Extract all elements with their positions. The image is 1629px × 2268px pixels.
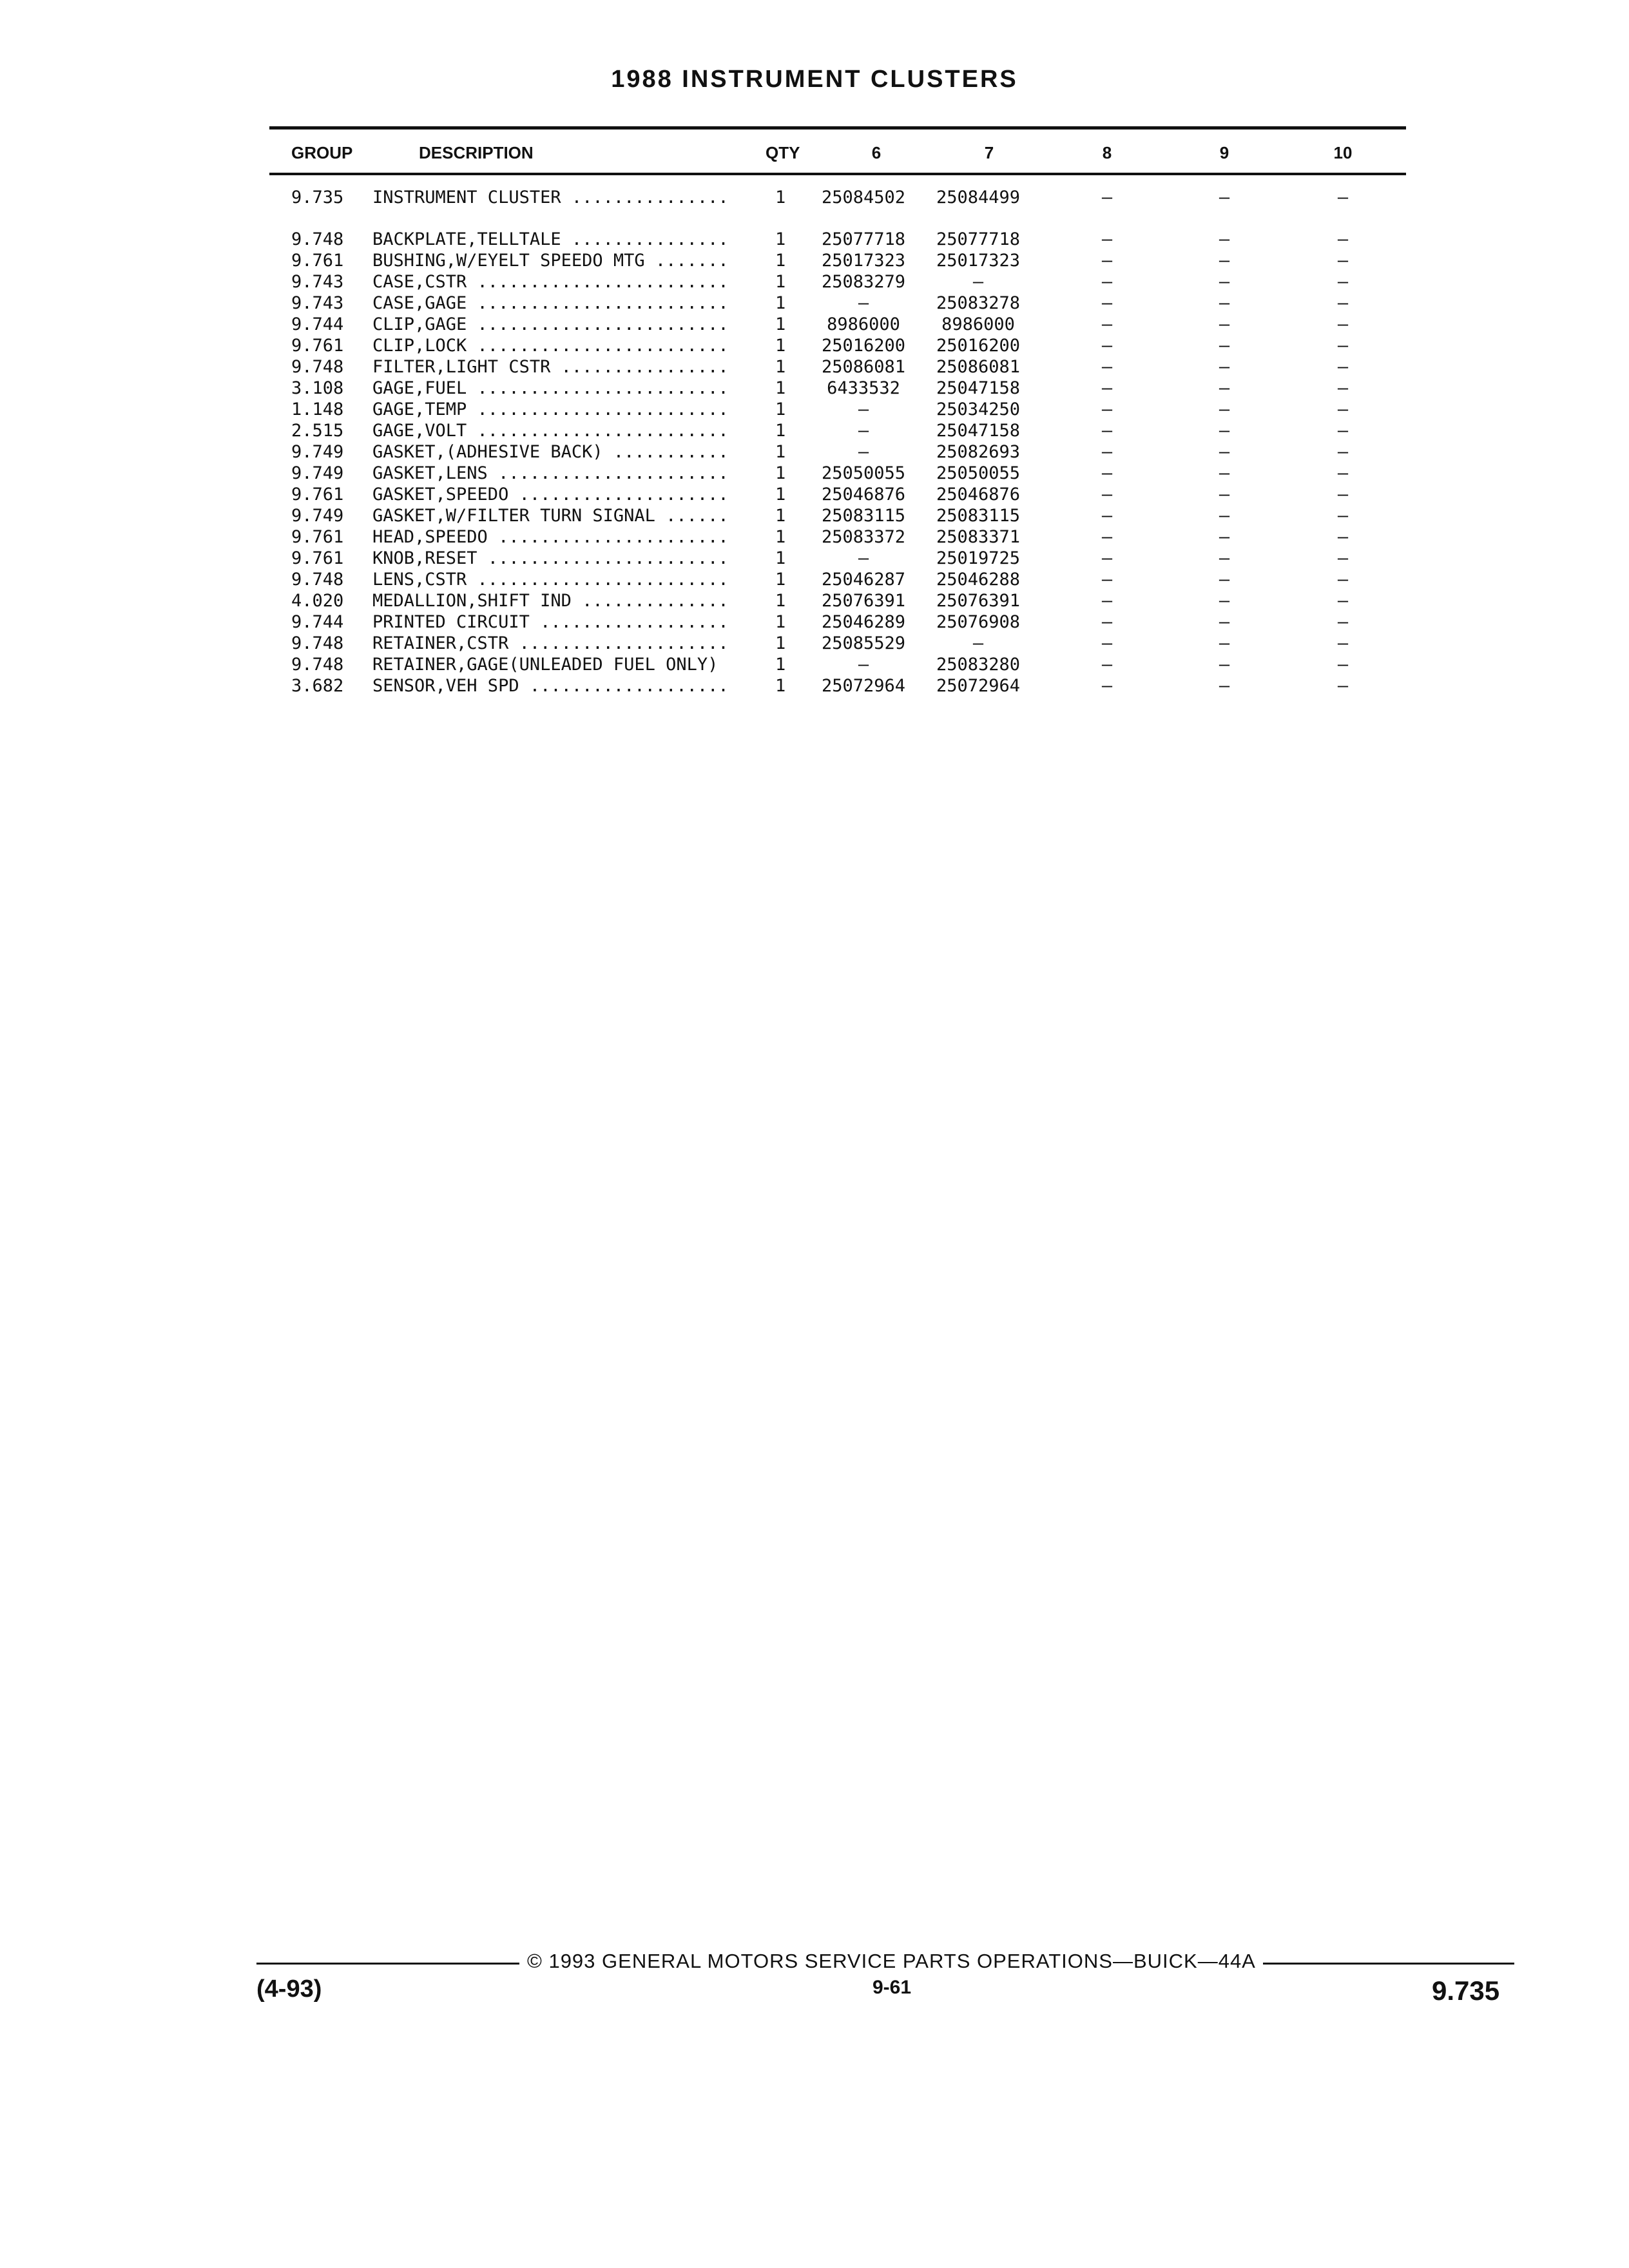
- table-row: [0, 293, 1629, 314]
- cell-group: 9.761: [291, 485, 344, 505]
- cell-description: PRINTED CIRCUIT ..................: [372, 612, 729, 632]
- cell-group: 9.743: [291, 293, 344, 313]
- cell-part-10: —: [1337, 612, 1349, 632]
- cell-part-6: 25085529: [821, 633, 906, 653]
- cell-part-8: —: [1101, 251, 1113, 271]
- cell-part-8: —: [1101, 442, 1113, 462]
- cell-group: 9.749: [291, 506, 344, 526]
- cell-description: CASE,GAGE ........................: [372, 293, 729, 313]
- cell-description: GAGE,TEMP ........................: [372, 399, 729, 419]
- cell-part-10: —: [1337, 463, 1349, 483]
- cell-part-6: —: [858, 421, 869, 441]
- cell-part-7: 25019725: [936, 548, 1021, 568]
- cell-description: CLIP,GAGE ........................: [372, 314, 729, 334]
- cell-part-8: —: [1101, 421, 1113, 441]
- cell-part-10: —: [1337, 187, 1349, 207]
- cell-description: BUSHING,W/EYELT SPEEDO MTG .......: [372, 251, 729, 271]
- cell-part-8: —: [1101, 591, 1113, 611]
- cell-part-8: —: [1101, 676, 1113, 696]
- cell-part-6: 25017323: [821, 251, 906, 271]
- cell-part-9: —: [1219, 314, 1230, 334]
- cell-part-7: 25077718: [936, 229, 1021, 249]
- cell-description: INSTRUMENT CLUSTER ...............: [372, 187, 729, 207]
- table-row: [0, 378, 1629, 399]
- header-qty: QTY: [766, 143, 800, 162]
- cell-part-10: —: [1337, 485, 1349, 505]
- cell-part-7: 25050055: [936, 463, 1021, 483]
- cell-qty: 1: [775, 442, 786, 462]
- cell-part-8: —: [1101, 463, 1113, 483]
- cell-part-7: 25047158: [936, 378, 1021, 398]
- cell-part-10: —: [1337, 527, 1349, 547]
- cell-part-6: —: [858, 655, 869, 675]
- cell-qty: 1: [775, 676, 786, 696]
- cell-qty: 1: [775, 485, 786, 505]
- cell-part-6: 6433532: [827, 378, 900, 398]
- cell-qty: 1: [775, 633, 786, 653]
- table-row: [0, 526, 1629, 548]
- cell-part-9: —: [1219, 548, 1230, 568]
- cell-part-8: —: [1101, 399, 1113, 419]
- cell-part-7: 25076391: [936, 591, 1021, 611]
- footer-rule-left: [256, 1963, 519, 1965]
- cell-group: 9.761: [291, 251, 344, 271]
- table-row: [0, 505, 1629, 526]
- cell-part-8: —: [1101, 272, 1113, 292]
- cell-part-9: —: [1219, 251, 1230, 271]
- cell-part-8: —: [1101, 612, 1113, 632]
- table-row: [0, 548, 1629, 569]
- cell-qty: 1: [775, 591, 786, 611]
- cell-qty: 1: [775, 293, 786, 313]
- cell-part-10: —: [1337, 293, 1349, 313]
- cell-qty: 1: [775, 229, 786, 249]
- cell-part-7: —: [972, 272, 984, 292]
- cell-part-8: —: [1101, 527, 1113, 547]
- cell-qty: 1: [775, 527, 786, 547]
- cell-group: 9.743: [291, 272, 344, 292]
- cell-qty: 1: [775, 378, 786, 398]
- cell-group: 9.744: [291, 612, 344, 632]
- cell-part-7: 25082693: [936, 442, 1021, 462]
- cell-part-7: 25084499: [936, 187, 1021, 207]
- cell-part-6: 25016200: [821, 336, 906, 356]
- header-rule: [269, 173, 1406, 175]
- cell-part-6: 25083279: [821, 272, 906, 292]
- cell-qty: 1: [775, 272, 786, 292]
- cell-part-9: —: [1219, 676, 1230, 696]
- header-description: DESCRIPTION: [419, 143, 534, 162]
- cell-part-10: —: [1337, 378, 1349, 398]
- cell-part-6: 8986000: [827, 314, 900, 334]
- cell-part-10: —: [1337, 357, 1349, 377]
- cell-part-6: —: [858, 399, 869, 419]
- cell-part-7: 25047158: [936, 421, 1021, 441]
- cell-part-7: 25076908: [936, 612, 1021, 632]
- cell-qty: 1: [775, 506, 786, 526]
- cell-part-7: 25072964: [936, 676, 1021, 696]
- table-row: [0, 654, 1629, 675]
- cell-part-9: —: [1219, 399, 1230, 419]
- cell-part-9: —: [1219, 633, 1230, 653]
- cell-part-10: —: [1337, 570, 1349, 590]
- cell-part-10: —: [1337, 251, 1349, 271]
- cell-qty: 1: [775, 336, 786, 356]
- cell-group: 9.748: [291, 655, 344, 675]
- cell-group: 9.749: [291, 442, 344, 462]
- cell-qty: 1: [775, 421, 786, 441]
- cell-part-9: —: [1219, 485, 1230, 505]
- cell-group: 9.735: [291, 187, 344, 207]
- table-row: [0, 420, 1629, 441]
- revision-date: (4-93): [256, 1975, 322, 2003]
- footer-rule-right: [1263, 1963, 1514, 1965]
- header-col-9: 9: [1219, 143, 1229, 162]
- header-col-7: 7: [984, 143, 994, 162]
- top-rule: [269, 126, 1406, 130]
- cell-qty: 1: [775, 463, 786, 483]
- cell-part-9: —: [1219, 612, 1230, 632]
- cell-group: 9.748: [291, 633, 344, 653]
- page-title: 1988 INSTRUMENT CLUSTERS: [611, 66, 1018, 93]
- cell-part-6: 25077718: [821, 229, 906, 249]
- cell-qty: 1: [775, 655, 786, 675]
- cell-group: 2.515: [291, 421, 344, 441]
- table-row: [0, 569, 1629, 590]
- cell-qty: 1: [775, 548, 786, 568]
- cell-part-10: —: [1337, 336, 1349, 356]
- cell-part-9: —: [1219, 655, 1230, 675]
- cell-part-9: —: [1219, 570, 1230, 590]
- cell-description: GASKET,W/FILTER TURN SIGNAL ......: [372, 506, 729, 526]
- cell-qty: 1: [775, 251, 786, 271]
- cell-part-9: —: [1219, 527, 1230, 547]
- cell-description: RETAINER,GAGE(UNLEADED FUEL ONLY): [372, 655, 718, 675]
- cell-part-9: —: [1219, 378, 1230, 398]
- cell-description: HEAD,SPEEDO ......................: [372, 527, 729, 547]
- header-col-8: 8: [1102, 143, 1112, 162]
- header-group: GROUP: [291, 143, 353, 162]
- cell-description: MEDALLION,SHIFT IND ..............: [372, 591, 729, 611]
- cell-part-10: —: [1337, 655, 1349, 675]
- cell-part-9: —: [1219, 336, 1230, 356]
- cell-description: FILTER,LIGHT CSTR ................: [372, 357, 729, 377]
- cell-part-10: —: [1337, 421, 1349, 441]
- table-row: [0, 314, 1629, 335]
- cell-part-7: 8986000: [941, 314, 1015, 334]
- cell-part-9: —: [1219, 421, 1230, 441]
- cell-part-9: —: [1219, 463, 1230, 483]
- cell-part-6: 25050055: [821, 463, 906, 483]
- cell-part-10: —: [1337, 399, 1349, 419]
- table-row: [0, 484, 1629, 505]
- cell-part-9: —: [1219, 229, 1230, 249]
- cell-part-7: 25083280: [936, 655, 1021, 675]
- cell-group: 9.748: [291, 357, 344, 377]
- cell-part-6: 25083372: [821, 527, 906, 547]
- cell-part-7: 25083278: [936, 293, 1021, 313]
- cell-description: GAGE,FUEL ........................: [372, 378, 729, 398]
- cell-part-8: —: [1101, 655, 1113, 675]
- cell-part-6: 25076391: [821, 591, 906, 611]
- table-row: [0, 250, 1629, 271]
- cell-part-10: —: [1337, 676, 1349, 696]
- cell-qty: 1: [775, 612, 786, 632]
- cell-description: KNOB,RESET .......................: [372, 548, 729, 568]
- cell-part-7: 25034250: [936, 399, 1021, 419]
- cell-part-6: —: [858, 442, 869, 462]
- cell-qty: 1: [775, 187, 786, 207]
- copyright-notice: © 1993 GENERAL MOTORS SERVICE PARTS OPERATIONS—BUICK—44A: [527, 1950, 1256, 1972]
- table-row: [0, 463, 1629, 484]
- table-row: [0, 271, 1629, 293]
- header-col-10: 10: [1333, 143, 1353, 162]
- table-row: [0, 441, 1629, 463]
- cell-description: RETAINER,CSTR ....................: [372, 633, 729, 653]
- cell-part-7: 25016200: [936, 336, 1021, 356]
- cell-part-7: 25083371: [936, 527, 1021, 547]
- cell-part-10: —: [1337, 548, 1349, 568]
- cell-qty: 1: [775, 357, 786, 377]
- cell-part-8: —: [1101, 485, 1113, 505]
- cell-group: 4.020: [291, 591, 344, 611]
- cell-part-6: 25046289: [821, 612, 906, 632]
- header-col-6: 6: [871, 143, 882, 162]
- cell-part-9: —: [1219, 591, 1230, 611]
- cell-part-7: 25046288: [936, 570, 1021, 590]
- cell-part-9: —: [1219, 272, 1230, 292]
- table-row: [0, 335, 1629, 356]
- cell-part-7: 25046876: [936, 485, 1021, 505]
- cell-description: LENS,CSTR ........................: [372, 570, 729, 590]
- cell-part-8: —: [1101, 314, 1113, 334]
- cell-group: 9.761: [291, 527, 344, 547]
- cell-group: 9.748: [291, 570, 344, 590]
- cell-description: GASKET,LENS ......................: [372, 463, 729, 483]
- cell-part-9: —: [1219, 293, 1230, 313]
- cell-part-8: —: [1101, 570, 1113, 590]
- cell-group: 9.748: [291, 229, 344, 249]
- cell-part-10: —: [1337, 442, 1349, 462]
- cell-part-6: —: [858, 293, 869, 313]
- cell-part-7: 25017323: [936, 251, 1021, 271]
- cell-part-9: —: [1219, 442, 1230, 462]
- cell-group: 9.749: [291, 463, 344, 483]
- cell-part-9: —: [1219, 506, 1230, 526]
- cell-part-8: —: [1101, 633, 1113, 653]
- cell-part-6: 25072964: [821, 676, 906, 696]
- cell-group: 3.108: [291, 378, 344, 398]
- cell-description: SENSOR,VEH SPD ...................: [372, 676, 729, 696]
- cell-part-6: 25083115: [821, 506, 906, 526]
- page-number: 9-61: [872, 1977, 912, 1998]
- table-row: [0, 590, 1629, 611]
- cell-description: GAGE,VOLT ........................: [372, 421, 729, 441]
- cell-description: CASE,CSTR ........................: [372, 272, 729, 292]
- cell-group: 9.744: [291, 314, 344, 334]
- cell-description: GASKET,SPEEDO ....................: [372, 485, 729, 505]
- cell-group: 9.761: [291, 336, 344, 356]
- cell-part-6: 25046287: [821, 570, 906, 590]
- cell-description: CLIP,LOCK ........................: [372, 336, 729, 356]
- cell-part-8: —: [1101, 336, 1113, 356]
- cell-part-8: —: [1101, 378, 1113, 398]
- table-row: [0, 633, 1629, 654]
- table-row: [0, 229, 1629, 250]
- cell-description: GASKET,(ADHESIVE BACK) ...........: [372, 442, 729, 462]
- table-row: [0, 187, 1629, 208]
- table-row: [0, 356, 1629, 378]
- cell-group: 9.761: [291, 548, 344, 568]
- cell-part-10: —: [1337, 506, 1349, 526]
- cell-part-8: —: [1101, 506, 1113, 526]
- cell-part-7: 25086081: [936, 357, 1021, 377]
- cell-part-10: —: [1337, 633, 1349, 653]
- cell-part-7: 25083115: [936, 506, 1021, 526]
- cell-part-8: —: [1101, 357, 1113, 377]
- cell-part-10: —: [1337, 591, 1349, 611]
- cell-part-8: —: [1101, 187, 1113, 207]
- section-number: 9.735: [1432, 1975, 1500, 2006]
- cell-part-10: —: [1337, 272, 1349, 292]
- cell-description: BACKPLATE,TELLTALE ...............: [372, 229, 729, 249]
- cell-qty: 1: [775, 570, 786, 590]
- cell-part-8: —: [1101, 229, 1113, 249]
- table-row: [0, 611, 1629, 633]
- cell-part-6: —: [858, 548, 869, 568]
- cell-part-9: —: [1219, 357, 1230, 377]
- cell-part-6: 25046876: [821, 485, 906, 505]
- cell-part-10: —: [1337, 314, 1349, 334]
- cell-part-10: —: [1337, 229, 1349, 249]
- cell-part-9: —: [1219, 187, 1230, 207]
- cell-group: 1.148: [291, 399, 344, 419]
- table-row: [0, 399, 1629, 420]
- cell-part-6: 25084502: [821, 187, 906, 207]
- cell-qty: 1: [775, 399, 786, 419]
- cell-qty: 1: [775, 314, 786, 334]
- cell-group: 3.682: [291, 676, 344, 696]
- cell-part-7: —: [972, 633, 984, 653]
- table-row: [0, 675, 1629, 697]
- cell-part-6: 25086081: [821, 357, 906, 377]
- cell-part-8: —: [1101, 548, 1113, 568]
- cell-part-8: —: [1101, 293, 1113, 313]
